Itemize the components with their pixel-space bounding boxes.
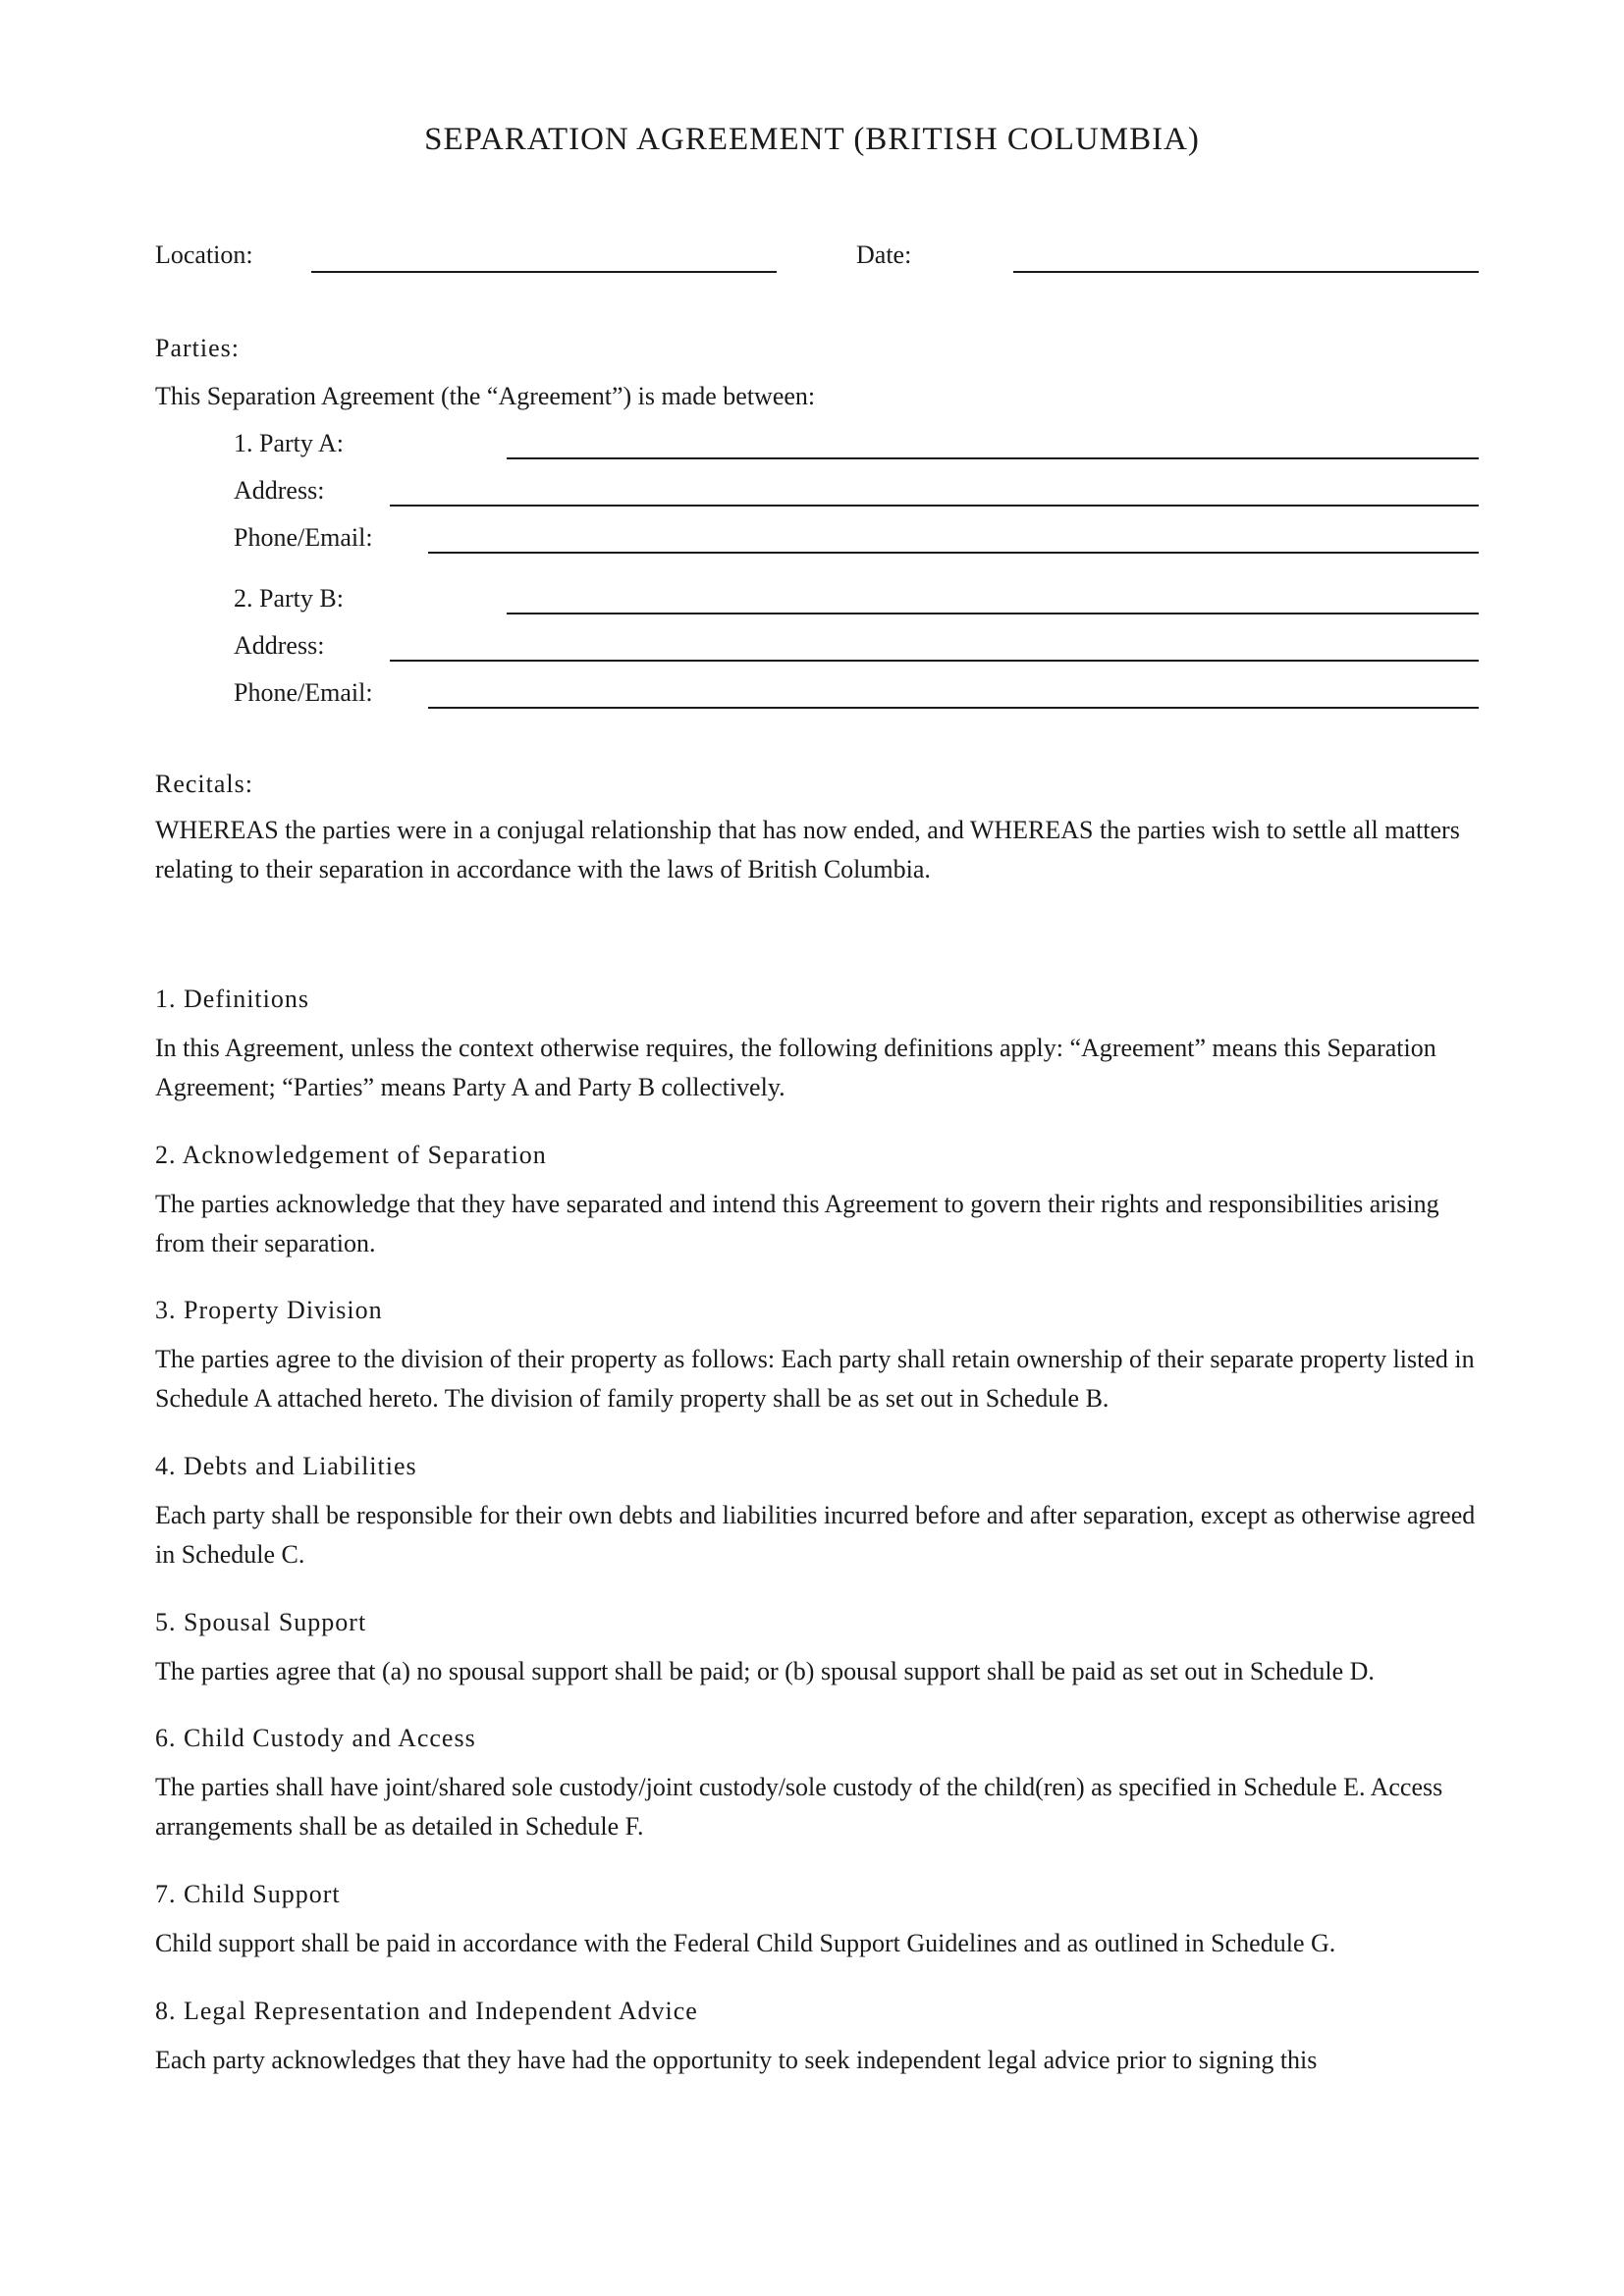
section-8-heading: 8. Legal Representation and Independent Advice: [155, 1997, 698, 2025]
party-b-contact-label: Phone/Email:: [234, 678, 373, 707]
section-3-heading: 3. Property Division: [155, 1296, 383, 1324]
section-4-heading: 4. Debts and Liabilities: [155, 1452, 417, 1480]
party-b-contact-field[interactable]: [428, 707, 1479, 709]
document-title: SEPARATION AGREEMENT (BRITISH COLUMBIA): [424, 122, 1200, 157]
section-8-body: Each party acknowledges that they have had the opportunity to seek independent legal advice prior to signing this: [155, 2046, 1318, 2074]
date-label: Date:: [856, 240, 912, 269]
parties-intro: This Separation Agreement (the “Agreement”) is made between:: [155, 382, 816, 410]
section-3-body: The parties agree to the division of their property as follows: Each party shall retain ownership of their separate property listed in Schedule A attached hereto. The division of family property shall be as set out in Schedule B.: [155, 1345, 1475, 1413]
section-4-body: Each party shall be responsible for their own debts and liabilities incurred before and after separation, except as otherwise agreed in Schedule C.: [155, 1501, 1476, 1569]
location-field[interactable]: [311, 271, 777, 273]
section-5-heading: 5. Spousal Support: [155, 1608, 367, 1636]
section-7-body: Child support shall be paid in accordance with the Federal Child Support Guidelines and as outlined in Schedule G.: [155, 1929, 1336, 1957]
party-b-label: 2. Party B:: [234, 584, 344, 613]
section-7-heading: 7. Child Support: [155, 1880, 341, 1908]
section-6-body: The parties shall have joint/shared sole custody/joint custody/sole custody of the child(ren) as specified in Schedule E. Access arrangements shall be as detailed in Schedule F.: [155, 1773, 1443, 1841]
section-2-heading: 2. Acknowledgement of Separation: [155, 1141, 547, 1169]
party-b-address-label: Address:: [234, 631, 325, 660]
party-a-contact-field[interactable]: [428, 552, 1479, 554]
party-b-address-field[interactable]: [390, 660, 1479, 662]
party-a-contact-label: Phone/Email:: [234, 523, 373, 552]
party-a-name-field[interactable]: [507, 457, 1479, 459]
parties-heading: Parties:: [155, 334, 240, 362]
section-2-body: The parties acknowledge that they have separated and intend this Agreement to govern their rights and responsibilities arising from their separation.: [155, 1190, 1439, 1257]
recitals-body: WHEREAS the parties were in a conjugal relationship that has now ended, and WHEREAS the parties wish to settle all matters relating to their separation in accordance with the laws of British Columbia.: [155, 816, 1460, 883]
date-field[interactable]: [1013, 271, 1479, 273]
location-label: Location:: [155, 240, 253, 269]
recitals-heading: Recitals:: [155, 770, 253, 798]
party-b-name-field[interactable]: [507, 613, 1479, 614]
section-5-body: The parties agree that (a) no spousal support shall be paid; or (b) spousal support shall be paid as set out in Schedule D.: [155, 1657, 1375, 1685]
section-1-body: In this Agreement, unless the context otherwise requires, the following definitions apply: “Agreement” means this Separation Agreement; “Parties” means Party A and Party B collectively.: [155, 1034, 1436, 1101]
section-6-heading: 6. Child Custody and Access: [155, 1724, 476, 1752]
party-a-label: 1. Party A:: [234, 429, 344, 457]
section-1-heading: 1. Definitions: [155, 985, 309, 1013]
party-a-address-label: Address:: [234, 476, 325, 505]
party-a-address-field[interactable]: [390, 505, 1479, 507]
